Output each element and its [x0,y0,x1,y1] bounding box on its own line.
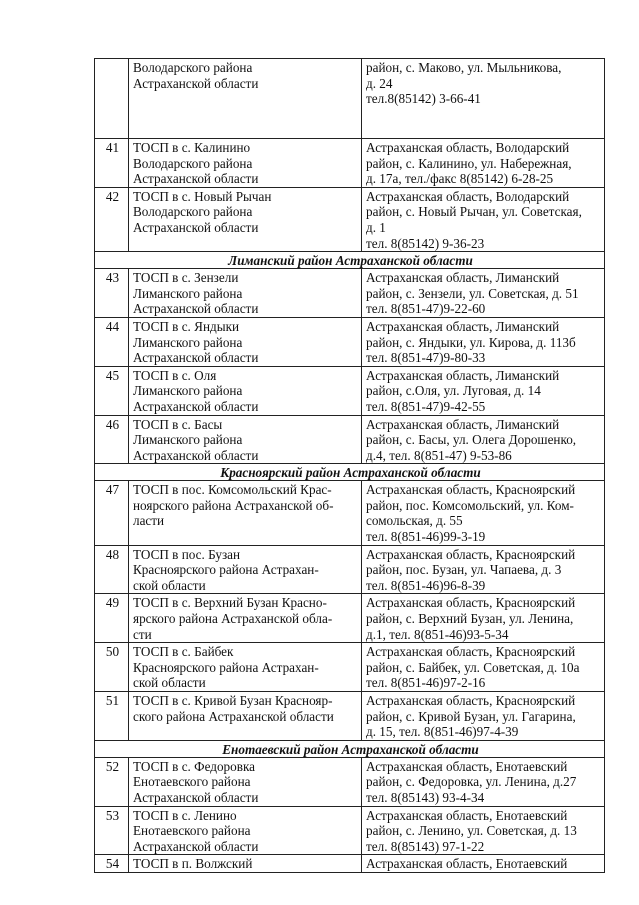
office-address-cell [362,643,605,692]
office-address-line: район, с. Верхний Бузан, ул. Ленина, [366,611,574,627]
office-name-line: Володарского района [133,155,253,171]
office-address-cell [362,366,605,415]
office-name-line: Астраханской области [133,398,259,414]
office-address-cell [362,757,605,806]
office-address-cell [362,415,605,464]
office-name-cell [129,806,362,855]
office-name-cell [129,59,362,139]
office-address-cell [362,545,605,594]
office-address-line: д.4, тел. 8(851-47) 9-53-86 [366,447,512,463]
table-row [95,692,605,741]
row-number: 41 [95,139,129,188]
row-number: 52 [95,757,129,806]
office-name-line: ТОСП в с. Оля [133,367,217,383]
office-address-line: район, с. Зензели, ул. Советская, д. 51 [366,285,579,301]
district-header-row [95,464,605,481]
office-address-line: район, пос. Бузан, ул. Чапаева, д. 3 [366,562,562,578]
office-address-line: тел. 8(85143) 93-4-34 [366,789,485,805]
office-name-cell [129,692,362,741]
table-row [95,366,605,415]
row-number: 46 [95,415,129,464]
office-address-line: район, с. Калинино, ул. Набережная, [366,155,572,171]
office-name-line: ярского района Астраханской обла- [133,611,333,627]
office-name-line: Астраханской области [133,75,259,91]
office-address-line: район, с. Басы, ул. Олега Дорошенко, [366,432,577,448]
row-number: 53 [95,806,129,855]
office-name-line: ноярского района Астраханской об- [133,497,334,513]
row-number: 48 [95,545,129,594]
office-name-cell [129,757,362,806]
row-number: 51 [95,692,129,741]
table-row [95,855,605,873]
registry-table-body [95,59,605,873]
office-name-line: ТОСП в пос. Бузан [133,546,241,562]
row-number: 50 [95,643,129,692]
office-name-line: ской области [133,675,206,691]
office-address-line: район, с. Яндыки, ул. Кирова, д. 113б [366,334,576,350]
row-number: 42 [95,187,129,251]
table-row [95,317,605,366]
office-name-line: ТОСП в п. Волжский [133,856,253,872]
office-name-line: Астраханской области [133,789,259,805]
office-name-line: ТОСП в с. Яндыки [133,318,240,334]
office-name-cell [129,855,362,873]
office-name-line: Володарского района [133,60,253,75]
table-row [95,139,605,188]
office-address-line: Астраханская область, Енотаевский [366,807,568,823]
office-name-cell [129,545,362,594]
office-name-line: Енотаевского района [133,823,251,839]
table-row [95,643,605,692]
office-name-line: ТОСП в с. Байбек [133,644,234,660]
office-name-line: Красноярского района Астрахан- [133,659,319,675]
district-heading: Красноярский район Астраханской области [95,464,605,481]
office-name-line: ТОСП в с. Кривой Бузан Краснояр- [133,693,333,708]
table-row [95,545,605,594]
office-name-line: ТОСП в с. Новый Рычан [133,188,272,204]
office-name-cell [129,269,362,318]
office-name-line: Астраханской области [133,171,259,187]
office-name-line: ласти [133,513,165,529]
office-address-cell [362,594,605,643]
row-number: 54 [95,855,129,873]
office-name-line: Астраханской области [133,838,259,854]
table-row [95,594,605,643]
office-address-cell [362,317,605,366]
office-address-line: д. 1 [366,219,386,235]
office-address-cell [362,269,605,318]
office-address-cell [362,692,605,741]
office-name-cell [129,317,362,366]
office-name-line: Лиманского района [133,285,243,301]
office-address-line: район, с.Оля, ул. Луговая, д. 14 [366,383,541,399]
row-number [95,59,129,139]
office-address-line: тел. 8(851-46)99-3-19 [366,529,486,545]
office-name-line: ского района Астраханской области [133,708,334,724]
office-address-line: тел.8(85142) 3-66-41 [366,91,481,107]
office-address-line: тел. 8(851-47)9-22-60 [366,301,486,317]
office-address-line: район, с. Федоровка, ул. Ленина, д.27 [366,774,577,790]
office-address-line: Астраханская область, Красноярский [366,644,576,660]
office-address-cell [362,59,605,139]
district-header-row [95,740,605,757]
office-name-cell [129,415,362,464]
office-name-line: ТОСП в с. Верхний Бузан Красно- [133,595,327,611]
office-address-line: д. 24 [366,75,393,91]
office-address-line: тел. 8(851-46)96-8-39 [366,577,486,593]
district-heading: Енотаевский район Астраханской области [95,740,605,757]
row-number: 49 [95,594,129,643]
office-address-line: Астраханская область, Лиманский [366,367,560,383]
table-row [95,415,605,464]
table-row [95,481,605,545]
office-address-cell [362,855,605,873]
office-name-line: Лиманского района [133,432,243,448]
office-name-cell [129,481,362,545]
registry-table [94,58,605,873]
office-name-cell [129,187,362,251]
office-address-line: тел. 8(851-46)97-2-16 [366,675,486,691]
office-address-line: тел. 8(85143) 97-1-22 [366,838,485,854]
office-address-line: тел. 8(85142) 9-36-23 [366,235,485,251]
office-name-cell [129,643,362,692]
row-number: 45 [95,366,129,415]
row-number: 43 [95,269,129,318]
office-address-line: Астраханская область, Енотаевский [366,758,568,774]
office-address-line: Астраханская область, Красноярский [366,595,576,611]
office-name-cell [129,366,362,415]
district-header-row [95,252,605,269]
office-name-line: ТОСП в с. Басы [133,416,223,432]
office-address-line: сомольская, д. 55 [366,513,463,529]
office-name-line: Астраханской области [133,219,259,235]
office-address-cell [362,187,605,251]
office-name-cell [129,139,362,188]
office-address-line: д. 15, тел. 8(851-46)97-4-39 [366,724,519,740]
office-address-line: Астраханская область, Володарский [366,140,570,155]
office-address-line: Астраханская область, Лиманский [366,270,560,286]
office-name-line: Астраханской области [133,350,259,366]
office-address-line: Астраханская область, Енотаевский [366,856,568,872]
office-address-line: район, с. Байбек, ул. Советская, д. 10а [366,659,580,675]
office-address-line: Астраханская область, Лиманский [366,416,560,432]
office-name-line: ТОСП в с. Федоровка [133,758,256,774]
row-number: 44 [95,317,129,366]
table-row [95,269,605,318]
office-address-line: район, с. Ленино, ул. Советская, д. 13 [366,823,577,839]
table-row [95,59,605,139]
office-address-line: Астраханская область, Красноярский [366,546,576,562]
table-row [95,806,605,855]
office-name-line: ТОСП в с. Ленино [133,807,237,823]
office-address-line: район, с. Новый Рычан, ул. Советская, [366,204,582,220]
office-name-line: Астраханской области [133,301,259,317]
office-address-line: тел. 8(851-47)9-80-33 [366,350,486,366]
office-name-line: ТОСП в с. Калинино [133,140,251,155]
table-row [95,757,605,806]
office-name-line: Красноярского района Астрахан- [133,562,319,578]
row-number: 47 [95,481,129,545]
office-address-cell [362,806,605,855]
office-address-line: тел. 8(851-47)9-42-55 [366,398,486,414]
office-name-line: ской области [133,577,206,593]
office-name-line: ТОСП в пос. Комсомольский Крас- [133,482,332,498]
office-name-line: Астраханской области [133,447,259,463]
office-address-line: д.1, тел. 8(851-46)93-5-34 [366,626,509,642]
office-address-line: Астраханская область, Володарский [366,188,570,204]
office-address-line: Астраханская область, Красноярский [366,693,576,708]
office-name-line: ТОСП в с. Зензели [133,270,239,286]
district-heading: Лиманский район Астраханской области [95,252,605,269]
office-address-line: д. 17а, тел./факс 8(85142) 6-28-25 [366,171,554,187]
office-name-line: Лиманского района [133,383,243,399]
office-address-line: Астраханская область, Красноярский [366,482,576,498]
table-row [95,187,605,251]
office-address-line: Астраханская область, Лиманский [366,318,560,334]
office-address-line: район, с. Кривой Бузан, ул. Гагарина, [366,708,576,724]
office-name-line: Енотаевского района [133,774,251,790]
office-name-line: Лиманского района [133,334,243,350]
office-address-line: район, пос. Комсомольский, ул. Ком- [366,497,574,513]
office-name-line: Володарского района [133,204,253,220]
office-address-cell [362,139,605,188]
office-name-cell [129,594,362,643]
office-address-cell [362,481,605,545]
office-address-line: район, с. Маково, ул. Мыльникова, [366,60,562,75]
office-name-line: сти [133,626,152,642]
